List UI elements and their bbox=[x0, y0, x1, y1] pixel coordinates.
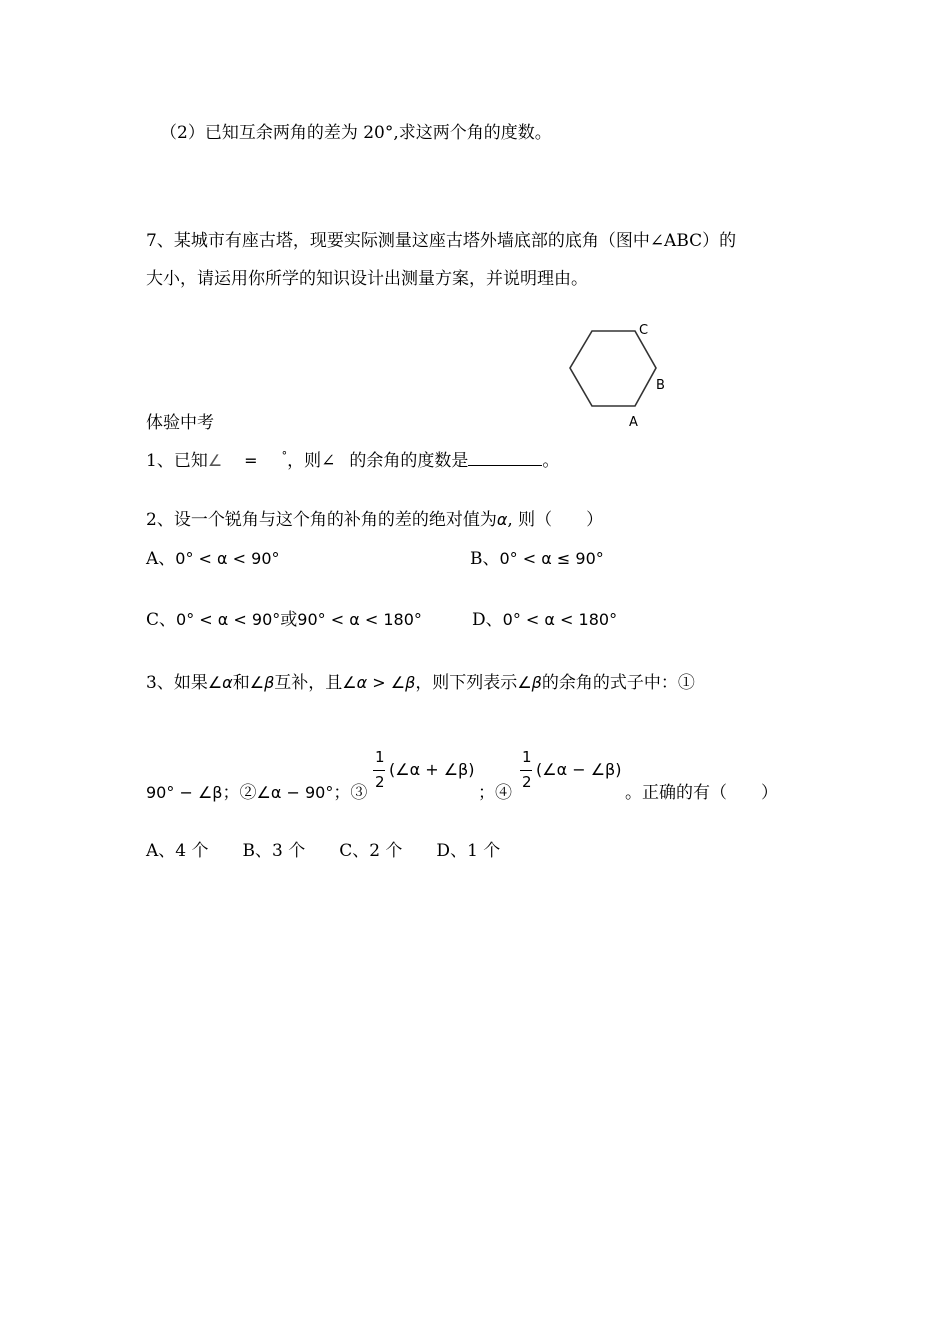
exam-question-3: 3、如果∠α和∠β互补，且∠α > ∠β，则下列表示∠β的余角的式子中：① bbox=[146, 673, 695, 693]
answer-blank[interactable] bbox=[468, 449, 542, 466]
expr-1: 90° − ∠β bbox=[146, 783, 223, 802]
expr-3: (∠α + ∠β) bbox=[389, 760, 475, 779]
fraction-3-bar bbox=[373, 770, 385, 771]
exam-question-3-answers[interactable]: A、4 个 B、3 个 C、2 个 D、1 个 bbox=[146, 841, 501, 861]
section-title: 体验中考 bbox=[146, 413, 214, 433]
fraction-4-bar bbox=[520, 770, 532, 771]
option-b[interactable]: B、0° < α ≤ 90° bbox=[470, 549, 604, 569]
fraction-4-denominator: 2 bbox=[522, 773, 532, 791]
hexagon-figure bbox=[560, 318, 680, 436]
question-7-line-2: 大小，请运用你所学的知识设计出测量方案，并说明理由。 bbox=[146, 269, 588, 289]
question-7-line-1: 7、某城市有座古塔，现要实际测量这座古塔外墙底部的底角（图中∠ABC）的 bbox=[146, 231, 737, 251]
expr-4: (∠α − ∠β) bbox=[536, 760, 622, 779]
label-c: C bbox=[639, 323, 649, 338]
label-a: A bbox=[629, 415, 638, 430]
label-b: B bbox=[656, 378, 665, 393]
exam-question-2: 2、设一个锐角与这个角的补角的差的绝对值为α, 则（ ） bbox=[146, 510, 604, 530]
option-c[interactable]: C、0° < α < 90°或90° < α < 180° bbox=[146, 610, 422, 630]
exam-question-3-options-a: 90° − ∠β；②∠α − 90°；③ bbox=[146, 783, 368, 803]
hexagon-shape bbox=[570, 331, 656, 406]
fraction-4-numerator: 1 bbox=[522, 748, 532, 766]
fraction-3-numerator: 1 bbox=[375, 748, 385, 766]
expr-2: ∠α − 90° bbox=[256, 783, 334, 802]
question-6-part-2: （2）已知互余两角的差为 20°,求这两个角的度数。 bbox=[160, 123, 552, 143]
fraction-3-denominator: 2 bbox=[375, 773, 385, 791]
option-a[interactable]: A、0° < α < 90° bbox=[146, 549, 280, 569]
separator-4: ；④ bbox=[478, 783, 512, 803]
exam-question-1: 1、已知∠ = °，则∠ 的余角的度数是 。 bbox=[146, 449, 560, 471]
exam-question-3-end: 。正确的有（ ） bbox=[625, 783, 778, 803]
option-d[interactable]: D、0° < α < 180° bbox=[472, 610, 618, 630]
